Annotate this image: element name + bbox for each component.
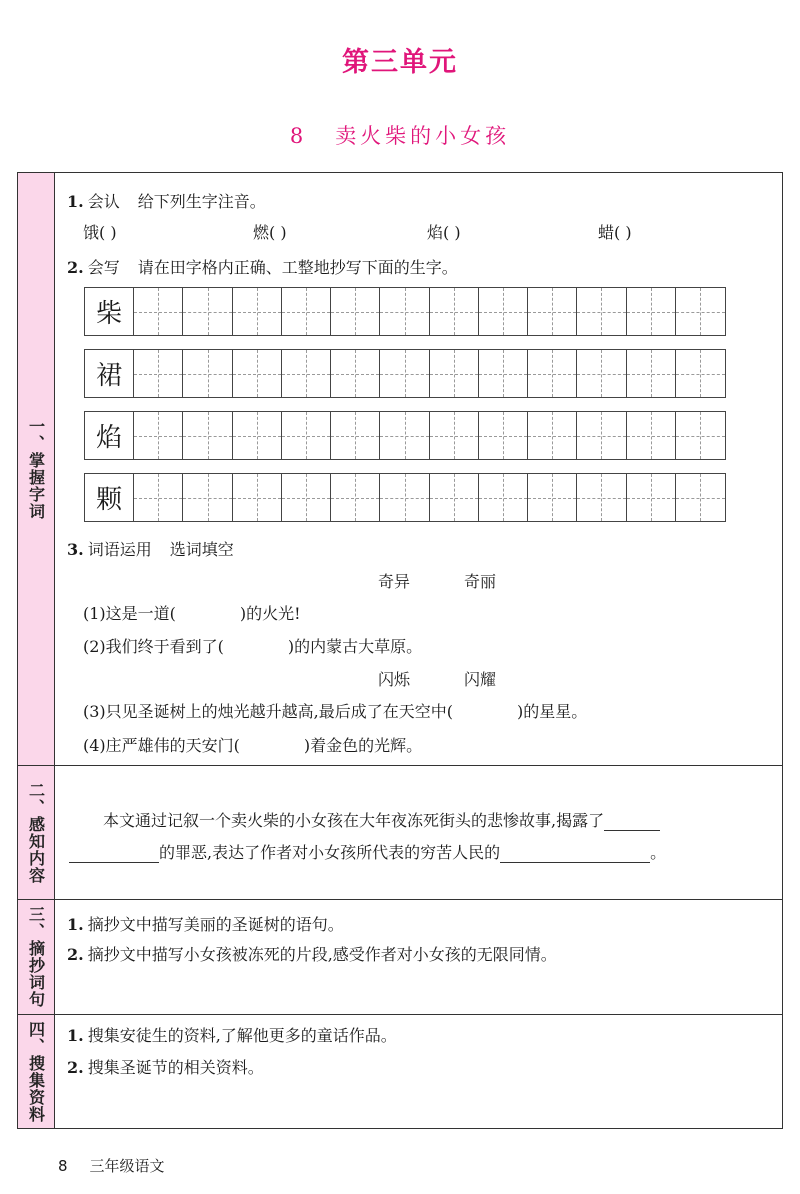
word-choice-pair: 奇异 奇丽 [378,572,497,591]
grid-cell[interactable] [479,474,528,521]
grid-cell[interactable] [430,412,479,459]
grid-cell[interactable] [183,474,232,521]
question-1: 1. 会认 给下列生字注音。 [67,192,266,211]
answer-blank[interactable] [604,813,660,831]
section-content [55,173,782,765]
section-collect-materials [18,1015,782,1128]
unit-title: 第三单元 [342,47,458,78]
section-content [55,766,782,899]
grid-cell[interactable] [134,288,183,335]
grid-cell[interactable] [479,288,528,335]
grid-cell[interactable] [380,288,429,335]
grid-cell[interactable] [233,412,282,459]
task-item: 1. 搜集安徒生的资料,了解他更多的童话作品。 [67,1026,397,1045]
grid-cell[interactable] [183,350,232,397]
grid-cell[interactable] [479,350,528,397]
grid-cell[interactable] [331,474,380,521]
grid-cell[interactable] [134,412,183,459]
grid-cell[interactable] [282,474,331,521]
writing-grid-row [84,473,726,522]
grid-cell[interactable] [528,288,577,335]
fill-sentence: (2)我们终于看到了( )的内蒙古大草原。 [83,637,423,656]
summary-line-2: 的罪恶,表达了作者对小女孩所代表的穷苦人民的 。 [69,840,666,863]
grid-cell[interactable] [627,412,676,459]
fill-sentence: (4)庄严雄伟的天安门( )着金色的光辉。 [83,736,423,755]
section-label: 二、感知内容 [18,766,55,899]
grid-cell[interactable] [233,350,282,397]
grid-cell[interactable] [233,474,282,521]
writing-grid-row [84,411,726,460]
pinyin-blank[interactable]: 饿( ) [83,223,117,242]
lesson-number: 8 [289,124,308,148]
grid-cell: 裙 [85,350,134,397]
pinyin-blank[interactable]: 燃( ) [253,223,287,242]
pinyin-blank[interactable]: 蜡( ) [598,223,632,242]
worksheet-table [17,172,783,1129]
grid-cell[interactable] [627,350,676,397]
section-excerpt-sentences [18,900,782,1015]
grid-cell[interactable] [528,350,577,397]
grid-cell[interactable] [479,412,528,459]
grid-cell: 柴 [85,288,134,335]
writing-grid-row [84,287,726,336]
task-item: 1. 摘抄文中描写美丽的圣诞树的语句。 [67,915,344,934]
grid-cell[interactable] [331,412,380,459]
answer-blank[interactable] [500,845,650,863]
grid-cell[interactable] [577,474,626,521]
question-3: 3. 词语运用 选词填空 [67,540,234,559]
section-perceive-content [18,766,782,900]
fill-sentence: (1)这是一道( )的火光! [83,604,301,623]
grid-cell[interactable] [282,412,331,459]
pinyin-blank[interactable]: 焰( ) [427,223,461,242]
word-choice-pair: 闪烁 闪耀 [378,670,497,689]
grid-cell[interactable] [380,474,429,521]
book-title: 三年级语文 [89,1157,165,1175]
grid-cell[interactable] [627,474,676,521]
grid-cell[interactable] [676,288,725,335]
section-label: 四、搜集资料 [18,1015,55,1128]
grid-cell[interactable] [676,350,725,397]
page-number: 8 [58,1157,68,1175]
lesson-name: 卖火柴的小女孩 [335,124,511,148]
grid-cell[interactable] [577,288,626,335]
grid-cell[interactable] [134,474,183,521]
grid-cell[interactable] [627,288,676,335]
section-master-words [18,173,782,766]
grid-cell[interactable] [331,288,380,335]
fill-sentence: (3)只见圣诞树上的烛光越升越高,最后成了在天空中( )的星星。 [83,702,588,721]
grid-cell[interactable] [282,288,331,335]
grid-cell[interactable] [430,474,479,521]
grid-cell[interactable] [430,288,479,335]
grid-cell: 颗 [85,474,134,521]
grid-cell[interactable] [380,412,429,459]
grid-cell[interactable] [183,288,232,335]
grid-cell[interactable] [577,350,626,397]
grid-cell[interactable] [676,412,725,459]
task-item: 2. 搜集圣诞节的相关资料。 [67,1058,264,1077]
grid-cell[interactable] [380,350,429,397]
section-label: 三、摘抄词句 [18,900,55,1014]
question-2: 2. 会写 请在田字格内正确、工整地抄写下面的生字。 [67,258,458,277]
grid-cell[interactable] [528,474,577,521]
summary-line-1: 本文通过记叙一个卖火柴的小女孩在大年夜冻死街头的悲惨故事,揭露了 [103,808,660,831]
page-footer [58,1155,165,1176]
grid-cell[interactable] [183,412,232,459]
task-item: 2. 摘抄文中描写小女孩被冻死的片段,感受作者对小女孩的无限同情。 [67,945,557,964]
section-content [55,1015,782,1128]
grid-cell[interactable] [577,412,626,459]
section-label: 一、掌握字词 [18,173,55,765]
grid-cell[interactable] [528,412,577,459]
lesson-title [0,120,800,150]
writing-grid-row [84,349,726,398]
grid-cell[interactable] [331,350,380,397]
grid-cell[interactable] [233,288,282,335]
answer-blank[interactable] [69,845,159,863]
grid-cell[interactable] [134,350,183,397]
grid-cell[interactable] [282,350,331,397]
section-content [55,900,782,1014]
grid-cell[interactable] [676,474,725,521]
grid-cell[interactable] [430,350,479,397]
grid-cell: 焰 [85,412,134,459]
